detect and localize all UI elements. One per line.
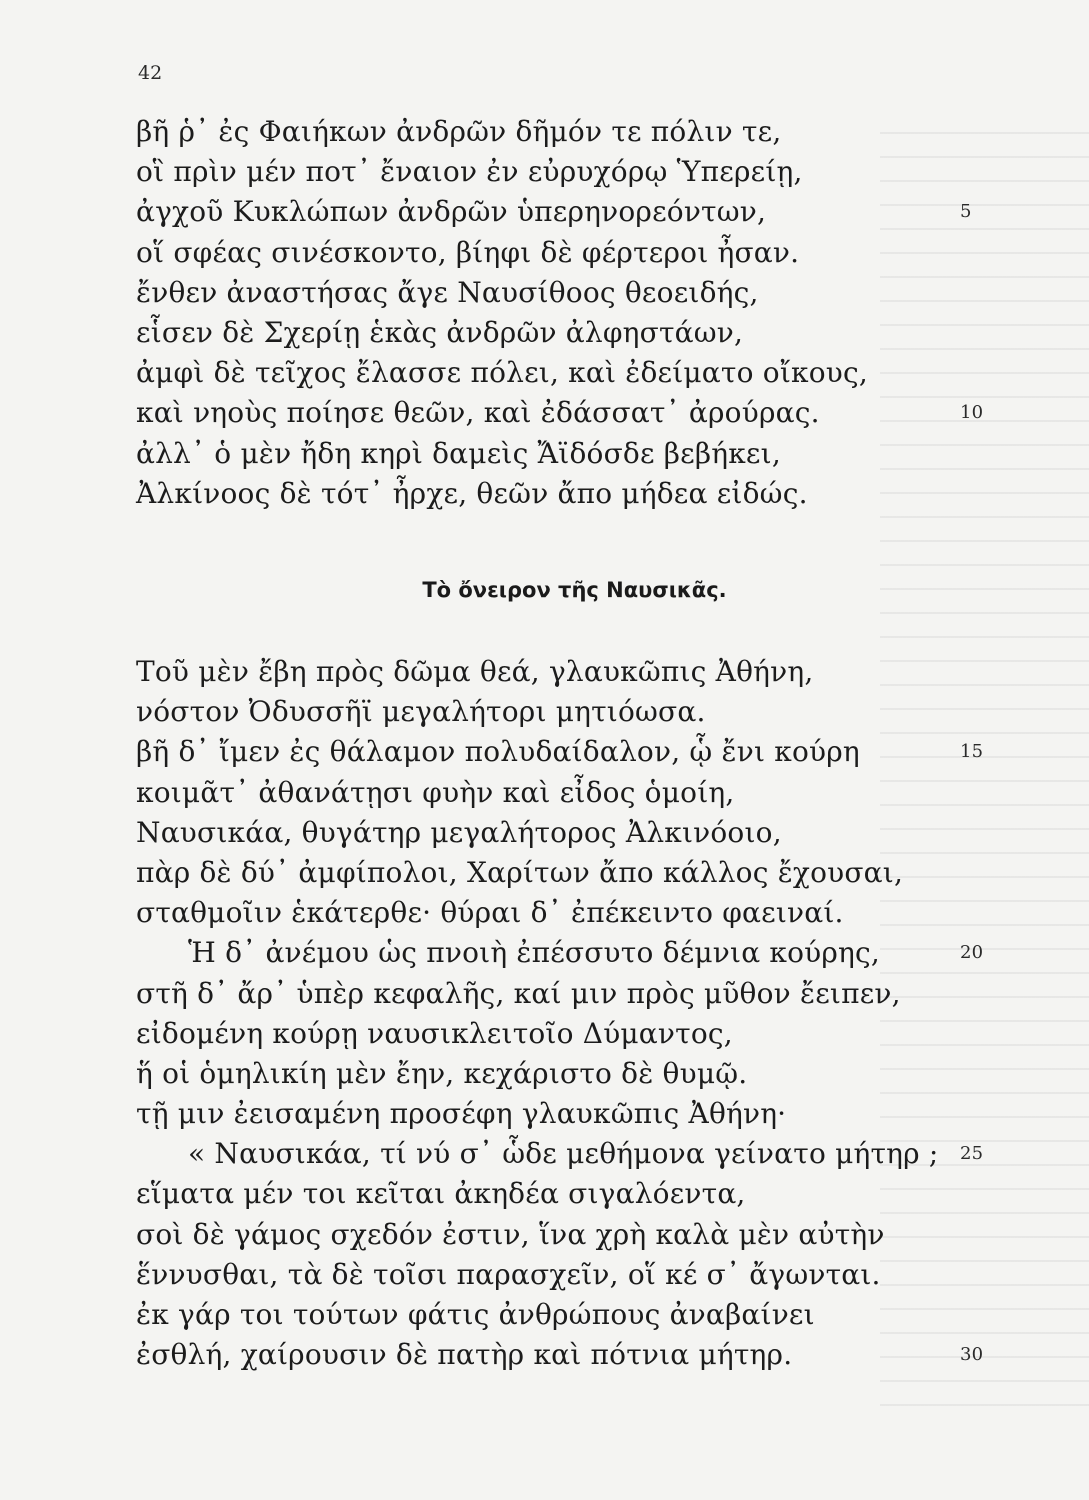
verse-text: βῆ ῥ᾽ ἐς Φαιήκων ἀνδρῶν δῆμόν τε πόλιν τε,	[136, 115, 782, 148]
verse-text: ἐκ γάρ τοι τούτων φάτις ἀνθρώπους ἀναβαίνει	[136, 1298, 815, 1331]
verse-line	[136, 152, 916, 192]
verse-line	[136, 893, 916, 933]
verse-line	[136, 974, 916, 1014]
verse-text: βῆ δ᾽ ἴμεν ἐς θάλαμον πολυδαίδαλον, ᾧ ἔνι κούρη	[136, 735, 860, 769]
verse-text: εἵματα μέν τοι κεῖται ἀκηδέα σιγαλόεντα,	[136, 1177, 746, 1211]
verse-text: Τοῦ μὲν ἔβη πρὸς δῶμα θεά, γλαυκῶπις Ἀθήνη,	[136, 655, 814, 688]
verse-text: κοιμᾶτ᾽ ἀθανάτῃσι φυὴν καὶ εἶδος ὁμοίη,	[136, 775, 735, 809]
verse-text: « Ναυσικάα, τί νύ σ᾽ ὧδε μεθήμονα γείνατο μήτηρ ;	[188, 1137, 939, 1171]
line-number: 15	[960, 741, 984, 763]
verse-text: οἵ σφέας σινέσκοντο, βίηφι δὲ φέρτεροι ἦσαν.	[136, 235, 800, 269]
verse-line	[136, 853, 916, 893]
verse-text: ἐσθλή, χαίρουσιν δὲ πατὴρ καὶ πότνια μήτηρ.	[136, 1338, 793, 1372]
line-number: 5	[960, 201, 972, 223]
verse-line	[136, 1295, 916, 1335]
page-number: 42	[138, 62, 163, 84]
verse-text: οἳ πρὶν μέν ποτ᾽ ἔναιον ἐν εὐρυχόρῳ Ὑπερείῃ,	[136, 155, 803, 189]
verse-line	[136, 112, 916, 152]
verse-line	[136, 1255, 916, 1295]
verse-line	[136, 813, 916, 853]
verse-line	[136, 1134, 984, 1174]
verse-text: Ἀλκίνοος δὲ τότ᾽ ἦρχε, θεῶν ἄπο μήδεα εἰδώς.	[136, 476, 808, 510]
verse-line	[136, 1014, 916, 1054]
verse-line	[136, 434, 916, 474]
verse-line	[136, 1054, 916, 1094]
verse-text: τῇ μιν ἐεισαμένη προσέφη γλαυκῶπις Ἀθήνη·	[136, 1097, 787, 1131]
verse-line	[136, 1174, 916, 1214]
section-heading: Τὸ ὄνειρον τῆς Ναυσικᾶς.	[422, 578, 727, 602]
verse-line	[136, 313, 916, 353]
verse-text: εἰδομένη κούρῃ ναυσικλειτοῖο Δύμαντος,	[136, 1016, 733, 1050]
verse-text: Ἡ δ᾽ ἀνέμου ὡς πνοιὴ ἐπέσσυτο δέμνια κούρης,	[188, 936, 880, 970]
verse-line	[136, 692, 916, 732]
line-number: 25	[960, 1143, 984, 1165]
verse-line	[136, 1215, 916, 1255]
verse-text: ἕννυσθαι, τὰ δὲ τοῖσι παρασχεῖν, οἵ κέ σ᾽ ἄγωνται.	[136, 1257, 881, 1291]
verse-line	[136, 192, 972, 232]
verse-line	[136, 1335, 984, 1375]
verse-line	[136, 233, 916, 273]
line-number: 10	[960, 402, 984, 424]
verse-line	[136, 652, 916, 692]
verse-text: στῆ δ᾽ ἄρ᾽ ὑπὲρ κεφαλῆς, καί μιν πρὸς μῦθον ἔειπεν,	[136, 976, 901, 1010]
verse-block-1	[136, 112, 984, 514]
verse-text: ἀμφὶ δὲ τεῖχος ἔλασσε πόλει, καὶ ἐδείματο οἴκους,	[136, 356, 868, 390]
verse-line	[136, 1094, 916, 1134]
verse-line	[136, 353, 916, 393]
verse-text: Ναυσικάα, θυγάτηρ μεγαλήτορος Ἀλκινόοιο,	[136, 815, 782, 849]
verse-text: ἀγχοῦ Κυκλώπων ἀνδρῶν ὑπερηνορεόντων,	[136, 195, 767, 229]
verse-text: σταθμοῖιν ἑκάτερθε· θύραι δ᾽ ἐπέκειντο φαειναί.	[136, 896, 844, 930]
line-number: 30	[960, 1344, 984, 1366]
verse-line	[136, 474, 916, 514]
verse-line	[136, 773, 916, 813]
verse-line	[136, 393, 984, 433]
verse-text: καὶ νηοὺς ποίησε θεῶν, καὶ ἐδάσσατ᾽ ἀρούρας.	[136, 396, 820, 430]
verse-text: νόστον Ὀδυσσῆϊ μεγαλήτορι μητιόωσα.	[136, 695, 706, 729]
verse-line	[136, 273, 916, 313]
verse-text: ἥ οἱ ὁμηλικίη μὲν ἔην, κεχάριστο δὲ θυμῷ.	[136, 1056, 748, 1090]
verse-text: σοὶ δὲ γάμος σχεδόν ἐστιν, ἵνα χρὴ καλὰ μὲν αὐτὴν	[136, 1217, 885, 1251]
verse-text: πὰρ δὲ δύ᾽ ἀμφίπολοι, Χαρίτων ἄπο κάλλος ἔχουσαι,	[136, 855, 904, 889]
verse-text: ἀλλ᾽ ὁ μὲν ἤδη κηρὶ δαμεὶς Ἄϊδόσδε βεβήκει,	[136, 436, 781, 470]
verse-line	[136, 933, 984, 973]
verse-text: εἷσεν δὲ Σχερίῃ ἑκὰς ἀνδρῶν ἀλφηστάων,	[136, 315, 744, 349]
line-number: 20	[960, 942, 984, 964]
verse-block-2	[136, 652, 984, 1375]
verse-line	[136, 732, 984, 772]
verse-text: ἔνθεν ἀναστήσας ἄγε Ναυσίθοος θεοειδής,	[136, 275, 759, 309]
